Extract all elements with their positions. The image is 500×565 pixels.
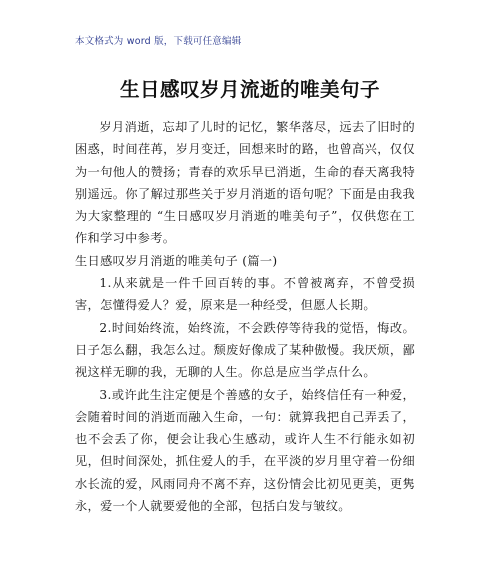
page-bottom-fade <box>0 551 500 565</box>
list-item: 1.从来就是一件千回百转的事。不曾被离弃，不曾受损害，怎懂得爱人？爱，原来是一种经受，但愿人长期。 <box>75 276 415 313</box>
document-body <box>75 116 415 517</box>
document-title: 生日感叹岁月流逝的唯美句子 <box>119 78 380 101</box>
list-item: 3.或许此生注定便是个善感的女子，始终信任有一种爱，会随着时间的消逝而融入生命，一句：就算我把自己弄丢了，也不会丢了你，便会让我心生感动，或许人生不行能永如初见，但时间深处，抓住爱人的手，在平淡的岁月里守着一份细水长流的爱，风雨同舟不离不弃，这份情会比初见更美，更隽永，爱一个人就要爱他的全部，包括白发与皱纹。 <box>75 387 415 514</box>
intro-paragraph: 岁月消逝，忘却了儿时的记忆，繁华落尽，远去了旧时的困惑，时间荏苒，岁月变迁，回想来时的路，也曾高兴，仅仅为一句他人的赞扬；青春的欢乐早已消逝，生命的春天离我特别遥远。你了解过那些关于岁月消逝的语句呢？下面是由我我为大家整理的 “生日感叹岁月消逝的唯美句子”，仅供您在工作和学习中参考。 <box>75 120 415 246</box>
section-heading: 生日感叹岁月消逝的唯美句子 (篇一) <box>75 253 278 268</box>
list-item: 2.时间始终流，始终流，不会跌停等待我的觉悟，悔改。日子怎么翻，我怎么过。颓废好像成了某种傲慢。我厌烦，鄙视这样无聊的我，无聊的人生。你总是应当学点什么。 <box>75 320 415 380</box>
header-note: 本文格式为 word 版，下载可任意编辑 <box>75 36 242 47</box>
